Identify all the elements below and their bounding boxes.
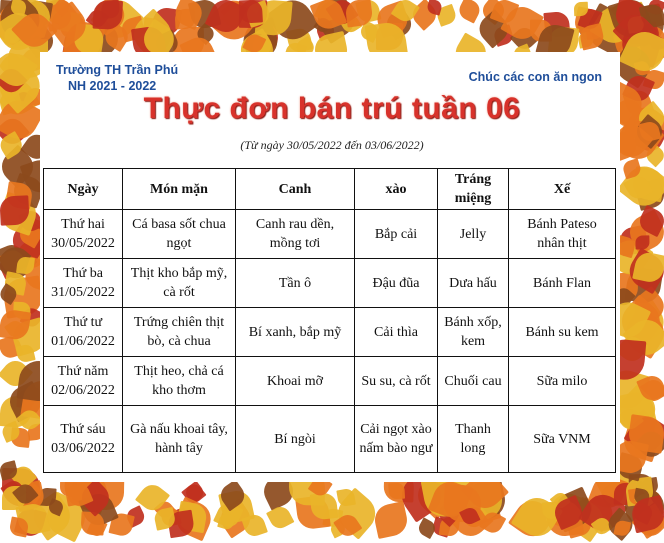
table-row — [44, 308, 616, 357]
day-date: 03/06/2022 — [51, 441, 115, 456]
leaf-shape — [456, 0, 483, 24]
table-row — [44, 357, 616, 406]
school-info — [56, 62, 178, 94]
col-header-stir-fry: xào — [355, 169, 438, 210]
day-name: Thứ sáu — [60, 422, 106, 437]
soup-cell: Khoai mỡ — [236, 357, 355, 406]
col-header-main-dish: Món mặn — [123, 169, 236, 210]
soup-cell: Tần ô — [236, 259, 355, 308]
snack-cell: Bánh su kem — [509, 308, 616, 357]
date-range: (Từ ngày 30/05/2022 đến 03/06/2022) — [240, 138, 424, 152]
table-row — [44, 210, 616, 259]
snack-cell: Sữa milo — [509, 357, 616, 406]
stir-fry-cell: Cải thìa — [355, 308, 438, 357]
dessert-cell: Thanh long — [438, 406, 509, 473]
day-date: 31/05/2022 — [51, 285, 115, 300]
snack-cell: Bánh Pateso nhân thịt — [509, 210, 616, 259]
menu-table — [43, 168, 616, 473]
main-dish-cell: Thịt kho bắp mỹ, cà rốt — [123, 259, 236, 308]
snack-cell: Bánh Flan — [509, 259, 616, 308]
day-date: 30/05/2022 — [51, 236, 115, 251]
col-header-day: Ngày — [44, 169, 123, 210]
leaf-shape — [614, 520, 632, 538]
day-cell — [44, 357, 123, 406]
col-header-dessert: Tráng miệng — [438, 169, 509, 210]
dessert-cell: Bánh xốp, kem — [438, 308, 509, 357]
dessert-cell: Dưa hấu — [438, 259, 509, 308]
col-header-snack: Xế — [509, 169, 616, 210]
table-header-row — [44, 169, 616, 210]
stir-fry-cell: Su su, cà rốt — [355, 357, 438, 406]
day-date: 02/06/2022 — [51, 383, 115, 398]
main-dish-cell: Thịt heo, chả cá kho thơm — [123, 357, 236, 406]
soup-cell: Bí ngòi — [236, 406, 355, 473]
greeting-text: Chúc các con ăn ngon — [468, 70, 602, 84]
soup-cell: Bí xanh, bắp mỹ — [236, 308, 355, 357]
col-header-soup: Canh — [236, 169, 355, 210]
day-date: 01/06/2022 — [51, 334, 115, 349]
page-title: Thực đơn bán trú tuần 06 — [143, 92, 521, 125]
stir-fry-cell: Cải ngọt xào nấm bào ngư — [355, 406, 438, 473]
main-dish-cell: Cá basa sốt chua ngọt — [123, 210, 236, 259]
day-name: Thứ ba — [63, 266, 103, 281]
day-cell — [44, 259, 123, 308]
table-row — [44, 406, 616, 473]
day-name: Thứ năm — [57, 364, 109, 379]
stir-fry-cell: Bắp cải — [355, 210, 438, 259]
school-year: NH 2021 - 2022 — [68, 79, 157, 93]
day-name: Thứ tư — [63, 315, 103, 330]
snack-cell: Sữa VNM — [509, 406, 616, 473]
soup-cell: Canh rau dền, mồng tơi — [236, 210, 355, 259]
day-cell — [44, 308, 123, 357]
day-name: Thứ hai — [61, 217, 105, 232]
leaf-shape — [573, 2, 588, 17]
school-name: Trường TH Trần Phú — [56, 63, 179, 77]
leaf-shape — [389, 483, 405, 499]
table-row — [44, 259, 616, 308]
leaf-shape — [635, 235, 650, 250]
day-cell — [44, 210, 123, 259]
dessert-cell: Jelly — [438, 210, 509, 259]
main-dish-cell: Gà nấu khoai tây, hành tây — [123, 406, 236, 473]
main-dish-cell: Trứng chiên thịt bò, cà chua — [123, 308, 236, 357]
dessert-cell: Chuối cau — [438, 357, 509, 406]
stir-fry-cell: Đậu đũa — [355, 259, 438, 308]
day-cell — [44, 406, 123, 473]
